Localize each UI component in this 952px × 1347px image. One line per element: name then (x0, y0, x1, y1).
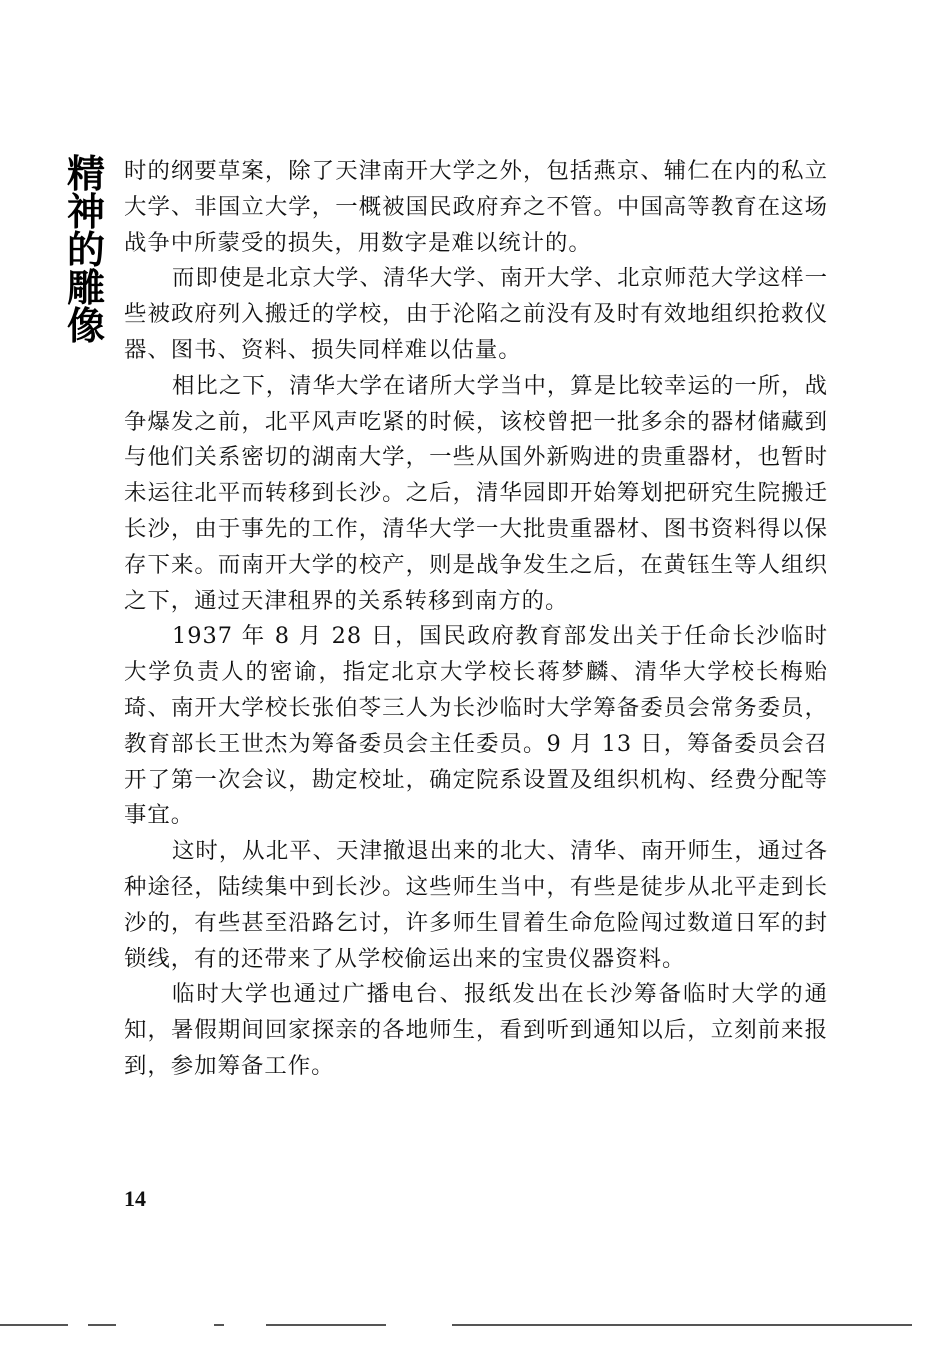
body-text (124, 154, 828, 1085)
side-title (62, 152, 110, 348)
scan-artifact-line (0, 1324, 68, 1326)
scan-artifact-line (452, 1324, 912, 1326)
scan-artifact-line (214, 1324, 224, 1326)
paragraph-continued: 时的纲要草案，除了天津南开大学之外，包括燕京、辅仁在内的私立大学、非国立大学，一概被国民政府弃之不管。中国高等教育在这场战争中所蒙受的损失，用数字是难以统计的。 (124, 158, 828, 256)
paragraph: 临时大学也通过广播电台、报纸发出在长沙筹备临时大学的通知，暑假期间回家探亲的各地师生，看到听到通知以后，立刻前来报到，参加筹备工作。 (124, 981, 828, 1079)
paragraph: 相比之下，清华大学在诸所大学当中，算是比较幸运的一所，战争爆发之前，北平风声吃紧的时候，该校曾把一批多余的器材储藏到与他们关系密切的湖南大学，一些从国外新购进的贵重器材，也暂时未运往北平而转移到长沙。之后，清华园即开始筹划把研究生院搬迁长沙，由于事先的工作，清华大学一大批贵重器材、图书资料得以保存下来。而南开大学的校产，则是战争发生之后，在黄钰生等人组织之下，通过天津租界的关系转移到南方的。 (124, 372, 828, 614)
side-title-char: 神 (66, 190, 105, 234)
side-title-char: 的 (66, 228, 105, 272)
scan-artifact-line (266, 1324, 386, 1326)
side-title-char: 像 (66, 304, 105, 348)
page-number: 14 (124, 1186, 146, 1211)
paragraph: 这时，从北平、天津撤退出来的北大、清华、南开师生，通过各种途径，陆续集中到长沙。这些师生当中，有些是徒步从北平走到长沙的，有些甚至沿路乞讨，许多师生冒着生命危险闯过数道日军的封锁线，有的还带来了从学校偷运出来的宝贵仪器资料。 (124, 838, 828, 972)
paragraph: 而即使是北京大学、清华大学、南开大学、北京师范大学这样一些被政府列入搬迁的学校，由于沦陷之前没有及时有效地组织抢救仪器、图书、资料、损失同样难以估量。 (124, 265, 828, 363)
paragraph: 1937 年 8 月 28 日，国民政府教育部发出关于任命长沙临时大学负责人的密谕，指定北京大学校长蒋梦麟、清华大学校长梅贻琦、南开大学校长张伯苓三人为长沙临时大学筹备委员会常务委员，教育部长王世杰为筹备委员会主任委员。9 月 13 日，筹备委员会召开了第一次会议，勘定校址，确定院系设置及组织机构、经费分配等事宜。 (124, 623, 828, 829)
side-title-char: 雕 (66, 266, 105, 310)
side-title-char: 精 (66, 152, 105, 196)
scan-artifact-line (88, 1324, 116, 1326)
